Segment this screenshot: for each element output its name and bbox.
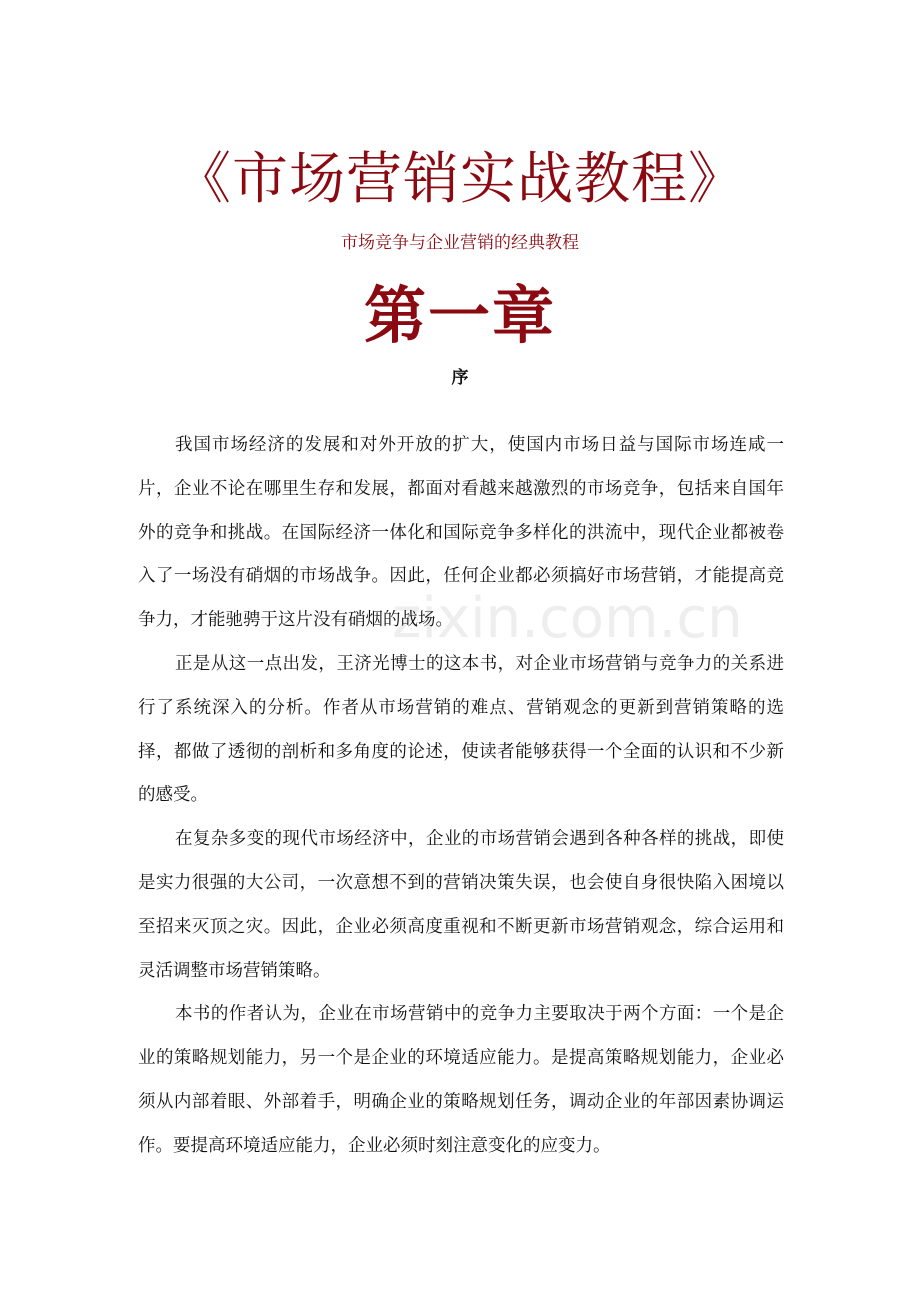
chapter-heading: 第一章: [363, 279, 556, 352]
body-text: [138, 424, 784, 1169]
book-title: 《市场营销实战教程》: [175, 147, 745, 212]
paragraph: 在复杂多变的现代市场经济中，企业的市场营销会遇到各种各样的挑战，即使是实力很强的大公司，一次意想不到的营销决策失误，也会使自身很快陷入困境以至招来灭顶之灾。因此，企业必须高度重视和不断更新市场营销观念，综合运用和灵活调整市场营销策略。: [138, 829, 784, 981]
paragraph: 我国市场经济的发展和对外开放的扩大，使国内市场日益与国际市场连咸一片，企业不论在哪里生存和发展，都面对看越来越激烈的市场竞争，包括来自国年外的竞争和挑战。在国际经济一体化和国际竞争多样化的洪流中，现代企业都被卷入了一场没有硝烟的市场战争。因此，任何企业都必须搞好市场营销，才能提高竞争力，才能驰骋于这片没有硝烟的战场。: [138, 435, 784, 631]
paragraph: 正是从这一点出发，王济光博士的这本书，对企业市场营销与竞争力的关系进行了系统深入的分析。作者从市场营销的难点、营销观念的更新到营销策略的选择，都做了透彻的剖析和多角度的论述，使读者能够获得一个全面的认识和不少新的感受。: [138, 653, 784, 806]
subtitle: 市场竞争与企业营销的经典教程: [341, 233, 579, 253]
paragraph: 本书的作者认为，企业在市场营销中的竞争力主要取决于两个方面：一个是企业的策略规划能力，另一个是企业的环境适应能力。是提高策略规划能力，企业必须从内部着眼、外部着手，明确企业的策略规划任务，调动企业的年部因素协调运作。要提高环境适应能力，企业必须时刻注意变化的应变力。: [138, 1004, 784, 1156]
watermark: zixin.com.cn: [392, 586, 743, 651]
section-title: 序: [451, 368, 469, 388]
